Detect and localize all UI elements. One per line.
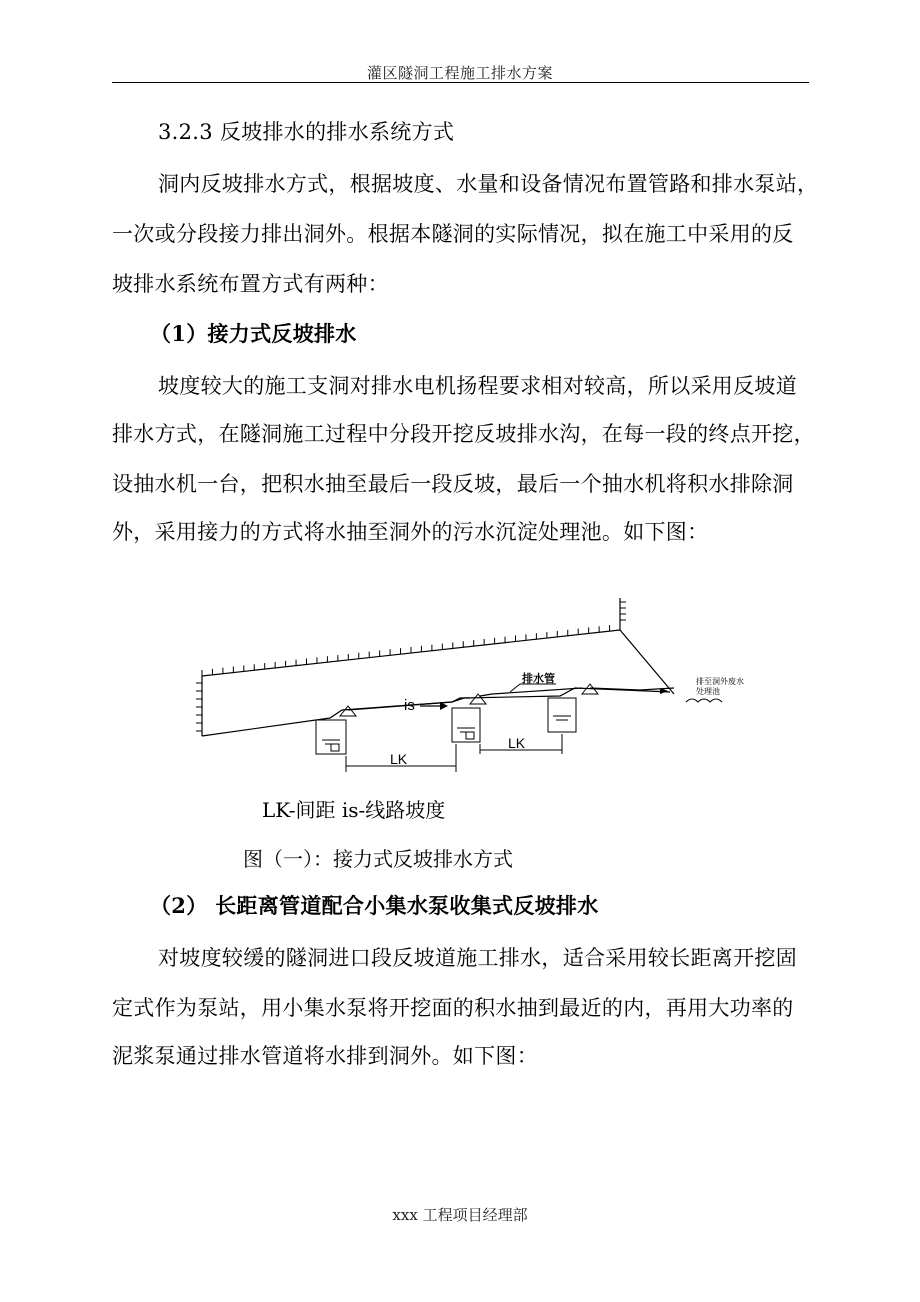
- outlet-label: 排至洞外废水: [696, 677, 744, 686]
- intro-line: 坡排水系统布置方式有两种：: [112, 272, 389, 296]
- pond-icon: [686, 699, 722, 702]
- method1-line: 排水方式，在隧洞施工过程中分段开挖反坡排水沟，在每一段的终点开挖，: [112, 422, 815, 446]
- method1-line: 坡度较大的施工支洞对排水电机扬程要求相对较高，所以采用反坡道: [158, 374, 797, 398]
- slope-label: is: [404, 697, 415, 714]
- method1-heading: （1）接力式反坡排水: [150, 321, 357, 346]
- sump-3: [548, 698, 576, 732]
- figure-caption: 图（一）：接力式反坡排水方式: [243, 847, 513, 871]
- portal-slope: [620, 598, 674, 694]
- left-wall-hatch: [196, 683, 202, 731]
- dimension-lines: [346, 734, 562, 772]
- portal-ticks: [620, 602, 626, 620]
- outlet-label: 处理池: [696, 687, 720, 696]
- spacing-label: LK: [390, 751, 408, 767]
- method2-line: 定式作为泵站，用小集水泵将开挖面的积水抽到最近的内，再用大功率的: [112, 996, 794, 1020]
- sump-2: [452, 708, 480, 742]
- pump-icon: [340, 684, 598, 716]
- pipe-label: 排水管: [522, 672, 555, 685]
- roof-hatch: [202, 624, 620, 676]
- page-footer: xxx 工程项目经理部: [392, 1206, 528, 1224]
- method2-line: 对坡度较缓的隧洞进口段反坡道施工排水，适合采用较长距离开挖固: [158, 946, 797, 970]
- page-header-title: 灌区隧洞工程施工排水方案: [366, 64, 553, 82]
- method2-line: 泥浆泵通过排水管道将水排到洞外。如下图：: [112, 1044, 538, 1068]
- method1-line: 外，采用接力的方式将水抽至洞外的污水沉淀处理池。如下图：: [112, 520, 709, 544]
- header-rule: [112, 82, 809, 83]
- tunnel-floor: [202, 688, 670, 736]
- sump-1: [316, 720, 346, 754]
- relay-drainage-diagram: [190, 588, 750, 778]
- intro-line: 一次或分段接力排出洞外。根据本隧洞的实际情况，拟在施工中采用的反: [112, 222, 794, 246]
- spacing-label: LK: [508, 735, 526, 751]
- method1-line: 设抽水机一台，把积水抽至最后一段反坡，最后一个抽水机将积水排除洞: [112, 472, 794, 496]
- diagram-legend: LK-间距 is-线路坡度: [262, 798, 446, 822]
- method2-heading: （2） 长距离管道配合小集水泵收集式反坡排水: [150, 893, 599, 918]
- section-heading: 3.2.3 反坡排水的排水系统方式: [158, 120, 455, 144]
- intro-line: 洞内反坡排水方式，根据坡度、水量和设备情况布置管路和排水泵站，: [158, 172, 819, 196]
